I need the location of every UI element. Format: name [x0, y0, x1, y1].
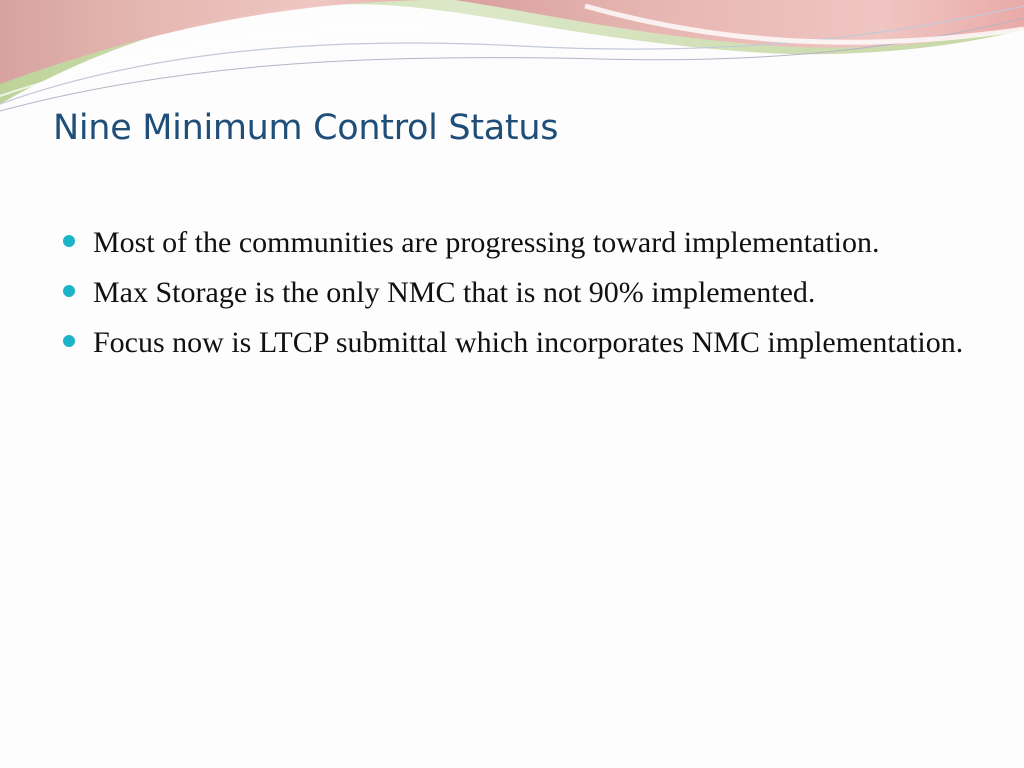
bullet-marker-icon — [63, 235, 75, 247]
bullet-item-1 — [62, 222, 982, 263]
bullet-item-3 — [62, 322, 982, 363]
bullet-list — [62, 222, 982, 372]
bullet-text: Most of the communities are progressing toward implementation. — [93, 226, 880, 259]
bullet-text: Focus now is LTCP submittal which incorporates NMC implementation. — [93, 326, 964, 359]
bullet-marker-icon — [63, 335, 75, 347]
bullet-item-2 — [62, 272, 982, 313]
slide-title: Nine Minimum Control Status — [53, 108, 559, 148]
bullet-text: Max Storage is the only NMC that is not 90% implemented. — [93, 276, 816, 309]
bullet-marker-icon — [63, 285, 75, 297]
